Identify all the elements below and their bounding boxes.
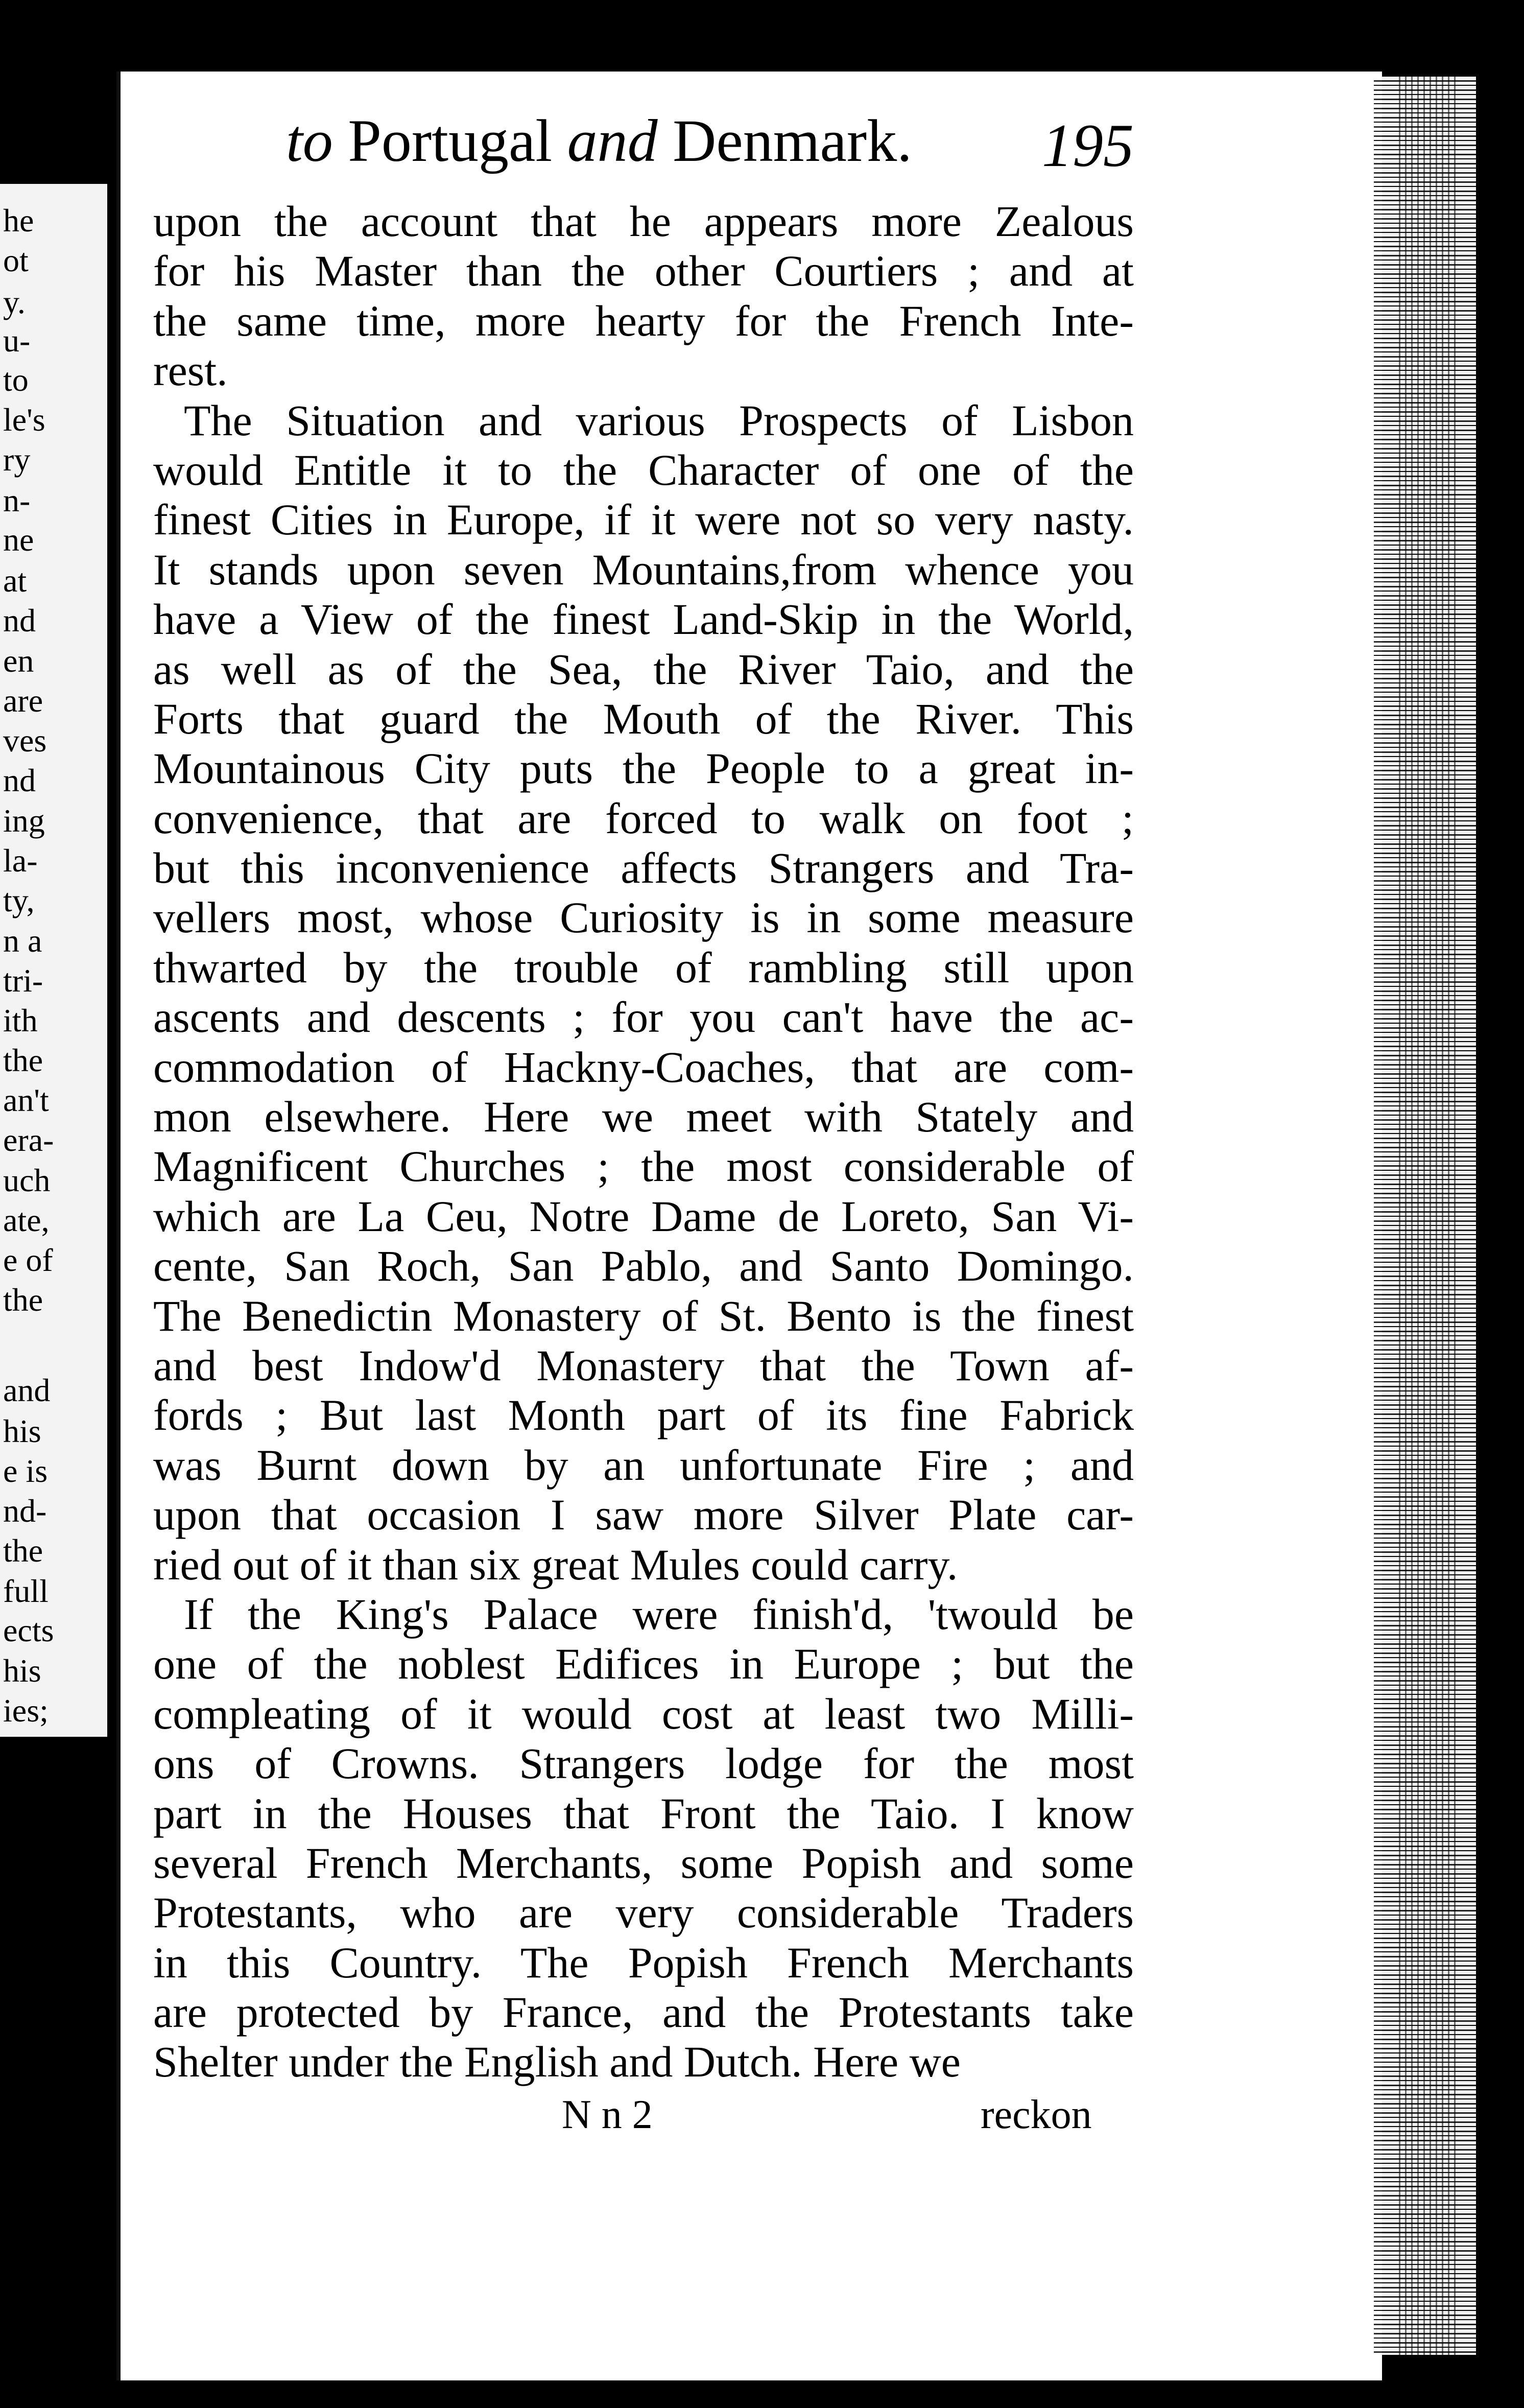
- running-head-to: to: [286, 107, 333, 174]
- facing-page-fragment: his: [3, 1652, 41, 1689]
- facing-page-fragment: pon: [3, 1732, 52, 1768]
- running-head-portugal: Portugal: [348, 107, 553, 174]
- text-line: Mountainous City puts the People to a great in-: [153, 744, 1134, 793]
- facing-page-fragment: to: [3, 362, 29, 398]
- text-line: The Situation and various Prospects of Lisbon: [184, 395, 1134, 445]
- text-line: ascents and descents ; for you can't have the ac-: [153, 993, 1134, 1042]
- text-line: one of the noblest Edifices in Europe ; but the: [153, 1639, 1134, 1689]
- facing-page-fragment: at: [3, 562, 27, 599]
- facing-page-fragment: ne: [3, 522, 34, 558]
- facing-page-fragment: the: [3, 1532, 43, 1569]
- facing-page-fragment: tri-: [3, 962, 43, 999]
- facing-page-fragment: the: [3, 1042, 43, 1078]
- facing-page-fragment: en: [3, 643, 34, 679]
- facing-page-fragment: ot: [3, 242, 29, 278]
- text-line: would Entitle it to the Character of one of the: [153, 445, 1134, 494]
- text-line: ons of Crowns. Strangers lodge for the most: [153, 1739, 1134, 1788]
- facing-page-fragment: are: [3, 682, 43, 719]
- page-number: 195: [1042, 111, 1134, 179]
- text-line: ried out of it than six great Mules could carry.: [153, 1540, 958, 1589]
- text-line: Shelter under the English and Dutch. Here we: [153, 2037, 961, 2087]
- text-line: The Benedictin Monastery of St. Bento is the finest: [153, 1291, 1134, 1340]
- facing-page-fragment: n a: [3, 923, 42, 959]
- facing-page-fragment: n-: [3, 482, 31, 518]
- facing-page-fragment: full: [3, 1573, 49, 1609]
- facing-page-margin: [0, 184, 107, 1768]
- text-line: rest.: [153, 346, 228, 395]
- facing-page-fragment: e of: [3, 1242, 53, 1278]
- text-line: thwarted by the trouble of rambling still upon: [153, 942, 1134, 992]
- signature-mark: N n 2: [562, 2092, 653, 2137]
- text-line: mon elsewhere. Here we meet with Stately and: [153, 1092, 1134, 1142]
- text-line: compleating of it would cost at least two Milli-: [153, 1689, 1134, 1738]
- text-line: and best Indow'd Monastery that the Town af-: [153, 1340, 1134, 1390]
- text-line: Protestants, who are very considerable Traders: [153, 1888, 1134, 1938]
- text-line: for his Master than the other Courtiers ; and at: [153, 246, 1134, 296]
- facing-page-fragment: nd-: [3, 1493, 47, 1529]
- facing-page-fragment: era-: [3, 1122, 54, 1158]
- text-line: convenience, that are forced to walk on foot ;: [153, 793, 1134, 843]
- facing-page-fragment: ves: [3, 722, 47, 759]
- page-edge-texture: [1394, 77, 1456, 2355]
- facing-page-fragment: u-: [3, 322, 31, 359]
- facing-page-fragment: his: [3, 1413, 41, 1449]
- text-line: upon the account that he appears more Zealous: [153, 197, 1134, 246]
- text-line: was Burnt down by an unfortunate Fire ; and: [153, 1440, 1134, 1490]
- facing-page-fragment: y.: [3, 284, 26, 320]
- facing-page-fragment: le's: [3, 402, 45, 438]
- text-line: finest Cities in Europe, if it were not so very nasty.: [153, 495, 1134, 545]
- text-line: upon that occasion I saw more Silver Plate car-: [153, 1490, 1134, 1540]
- text-line: If the King's Palace were finish'd, 'twould be: [184, 1589, 1134, 1639]
- facing-page-fragment: an't: [3, 1082, 49, 1118]
- facing-page-fragment: ing: [3, 802, 45, 839]
- facing-page-fragment: and: [3, 1372, 51, 1408]
- text-line: the same time, more hearty for the French Inte-: [153, 296, 1134, 345]
- text-line: commodation of Hackny-Coaches, that are com-: [153, 1042, 1134, 1092]
- running-head-and: and: [567, 107, 658, 174]
- catchword: reckon: [981, 2092, 1092, 2137]
- facing-page-fragment: ate,: [3, 1202, 50, 1238]
- text-line: several French Merchants, some Popish and some: [153, 1838, 1134, 1887]
- facing-page-fragment: ry: [3, 441, 31, 478]
- facing-page-fragment: la-: [3, 842, 38, 879]
- facing-page-fragment: the: [3, 1282, 43, 1318]
- text-line: cente, San Roch, San Pablo, and Santo Domingo.: [153, 1241, 1134, 1291]
- text-line: fords ; But last Month part of its fine Fabrick: [153, 1390, 1134, 1440]
- running-head-denmark: Denmark.: [673, 107, 912, 174]
- facing-page-fragment: uch: [3, 1162, 51, 1198]
- facing-page-fragment: nd: [3, 602, 36, 639]
- text-line: but this inconvenience affects Strangers and Tra-: [153, 843, 1134, 893]
- facing-page-fragment: he: [3, 202, 34, 239]
- text-line: in this Country. The Popish French Merchants: [153, 1938, 1134, 1987]
- text-line: have a View of the finest Land-Skip in the World,: [153, 595, 1134, 644]
- facing-page-fragment: nd: [3, 762, 36, 798]
- facing-page-fragment: ith: [3, 1002, 38, 1038]
- text-line: vellers most, whose Curiosity is in some measure: [153, 893, 1134, 942]
- facing-page-fragment: ies;: [3, 1692, 49, 1729]
- text-line: Magnificent Churches ; the most considerable of: [153, 1142, 1134, 1191]
- text-line: It stands upon seven Mountains,from whence you: [153, 545, 1134, 594]
- text-line: as well as of the Sea, the River Taio, and the: [153, 644, 1134, 694]
- text-line: which are La Ceu, Notre Dame de Loreto, San Vi-: [153, 1191, 1134, 1241]
- text-line: Forts that guard the Mouth of the River. This: [153, 694, 1134, 743]
- text-line: are protected by France, and the Protestants take: [153, 1988, 1134, 2037]
- facing-page-fragment: ty,: [3, 882, 35, 918]
- body-text: [153, 197, 1134, 2087]
- facing-page-fragment: ects: [3, 1612, 54, 1648]
- facing-page-fragment: e is: [3, 1453, 48, 1489]
- text-line: part in the Houses that Front the Taio. I know: [153, 1788, 1134, 1838]
